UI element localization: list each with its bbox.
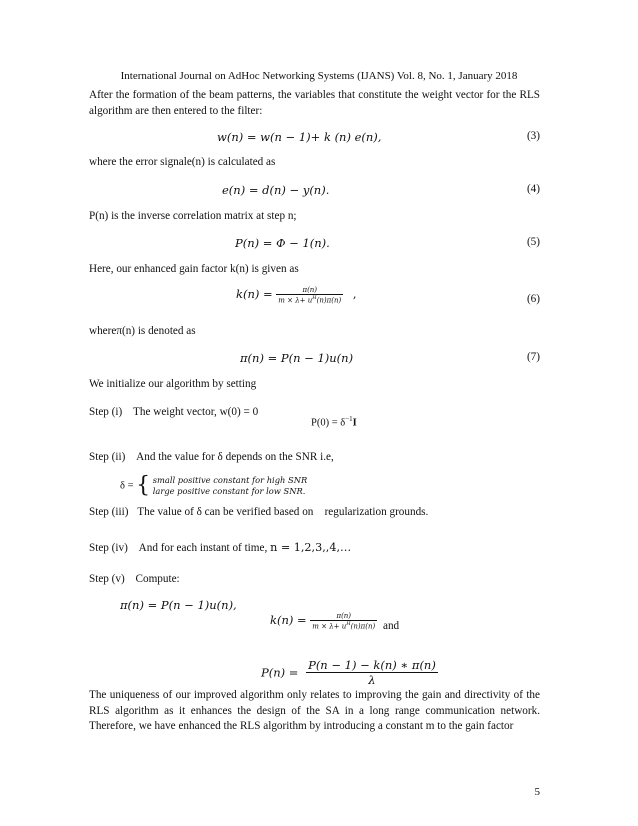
step-2-label: Step (ii): [89, 451, 126, 463]
compute-P-fraction: [306, 658, 438, 687]
p0-equation: $P(0) = \delta^{-1}I$: [311, 415, 357, 429]
step-3: [89, 506, 428, 518]
compute-k-numerator: π(n): [310, 612, 377, 621]
compute-k-denominator: $m \times \lambda+ u^H(n)\pi(n)$: [312, 621, 376, 631]
compute-pi-equation: π(n) = P(n − 1)u(n),: [120, 598, 237, 612]
page-number: 5: [534, 786, 540, 798]
step-1-text: The weight vector, w(0) = 0: [133, 406, 259, 418]
compute-k-lhs: k(n) =: [270, 613, 307, 628]
equation-5: P(n) = Φ − 1(n).: [235, 236, 330, 250]
closing-paragraph: The uniqueness of our improved algorithm only relates to improving the gain and directivity of the RLS algorithm as it enhances the design of the SA in a long range communication network. Therefore, we have enhanced the RLS algorithm by introducing a constant m to the gain factor: [89, 689, 540, 732]
equation-6-fraction: [276, 286, 343, 304]
equation-6-lhs: k(n) =: [236, 287, 273, 302]
step-4-text: And for each instant of time,: [138, 542, 268, 554]
intro-paragraph: After the formation of the beam patterns, the variables that constitute the weight vector for the RLS algorithm are then entered to the filter:: [89, 89, 540, 117]
step-5-label: Step (v): [89, 573, 125, 585]
step-2-text: And the value for δ depends on the SNR i.e,: [136, 451, 334, 463]
equation-6-denominator: $m \times \lambda+ u^H(n)\pi(n)$: [278, 295, 342, 305]
equation-6-number: (6): [526, 293, 540, 305]
delta-lhs: δ =: [120, 480, 134, 492]
equation-4-number: (4): [526, 183, 540, 195]
compute-P-equation: [261, 658, 438, 687]
compute-P-denominator: λ: [368, 673, 376, 687]
step-3-text: The value of δ can be verified based on regularization grounds.: [137, 506, 429, 518]
delta-case-low: large positive constant for low SNR.: [152, 486, 306, 496]
compute-P-lhs: P(n) =: [261, 665, 299, 680]
step-2: [89, 451, 334, 463]
step-5: [89, 573, 180, 585]
equation-7-number: (7): [526, 351, 540, 363]
equation-3: w(n) = w(n − 1)+ k (n) e(n),: [217, 130, 382, 144]
compute-and-text: and: [383, 620, 400, 632]
p-intro: P(n) is the inverse correlation matrix at step n;: [89, 210, 297, 222]
journal-header: International Journal on AdHoc Networking Systems (IJANS) Vol. 8, No. 1, January 2018: [120, 70, 518, 82]
equation-3-number: (3): [526, 130, 540, 142]
error-intro: where the error signale(n) is calculated as: [89, 156, 276, 168]
equation-4: e(n) = d(n) − y(n).: [222, 183, 330, 197]
equation-6-numerator: π(n): [276, 286, 343, 295]
step-4-tail: n = 1,2,3,,4,…: [270, 541, 352, 554]
compute-P-numerator: P(n − 1) − k(n) ∗ π(n): [308, 658, 436, 672]
step-3-label: Step (iii): [89, 506, 129, 518]
delta-cases: [153, 475, 307, 497]
delta-definition: [120, 475, 307, 497]
init-text: We initialize our algorithm by setting: [89, 378, 257, 390]
compute-k-fraction: [310, 612, 377, 630]
step-5-text: Compute:: [135, 573, 180, 585]
gain-intro: Here, our enhanced gain factor k(n) is given as: [89, 263, 299, 275]
equation-5-number: (5): [526, 236, 540, 248]
compute-k-equation: [270, 612, 377, 630]
equation-7: π(n) = P(n − 1)u(n): [240, 351, 354, 365]
step-1: [89, 406, 258, 418]
delta-brace: {: [136, 473, 151, 498]
equation-6: [236, 286, 357, 304]
pi-intro: whereπ(n) is denoted as: [89, 325, 196, 337]
delta-case-high: small positive constant for high SNR: [152, 475, 308, 485]
equation-6-tail: ,: [352, 287, 357, 302]
step-4-label: Step (iv): [89, 542, 128, 554]
step-1-label: Step (i): [89, 406, 123, 418]
step-4: [89, 541, 351, 554]
